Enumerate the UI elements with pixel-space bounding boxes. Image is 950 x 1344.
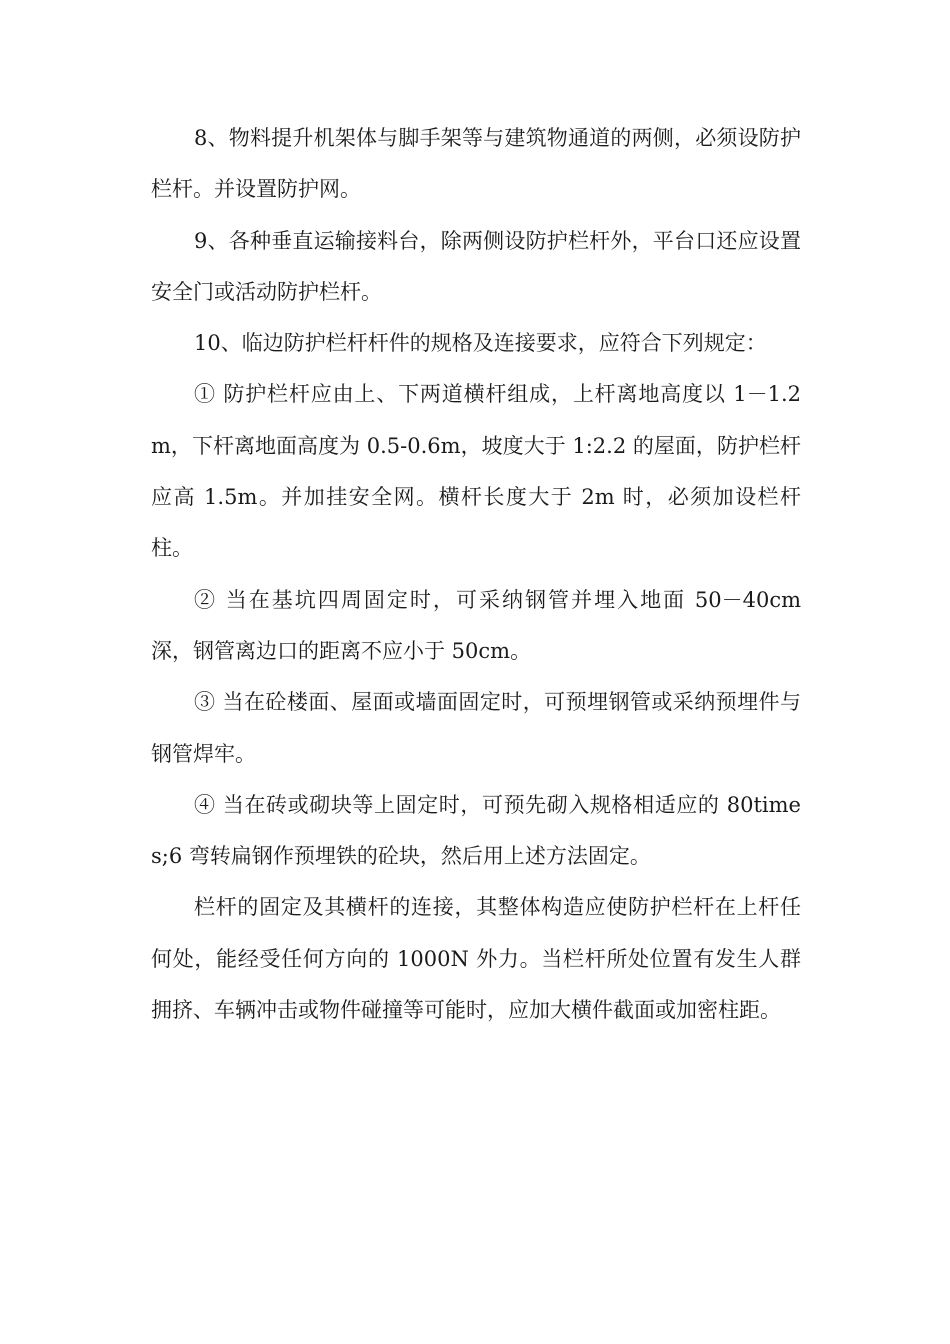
paragraph-clause-4: ④ 当在砖或砌块等上固定时，可预先砌入规格相适应的 80times;6 弯转扁钢作预埋铁的砼块，然后用上述方法固定。 [151, 792, 801, 869]
document-body [151, 113, 801, 1036]
paragraph-railing-strength: 栏杆的固定及其横杆的连接，其整体构造应使防护栏杆在上杆任何处，能经受任何方向的 1000N 外力。当栏杆所处位置有发生人群拥挤、车辆冲击或物件碰撞等可能时，应加大横件截面或加密柱距。 [151, 895, 801, 1023]
paragraph-item-8: 8、物料提升机架体与脚手架等与建筑物通道的两侧，必须设防护栏杆。并设置防护网。 [151, 126, 801, 202]
paragraph-item-9: 9、各种垂直运输接料台，除两侧设防护栏杆外，平台口还应设置安全门或活动防护栏杆。 [151, 228, 801, 304]
paragraph-clause-3: ③ 当在砼楼面、屋面或墙面固定时，可预埋钢管或采纳预埋件与钢管焊牢。 [151, 690, 801, 766]
paragraph-clause-2: ② 当在基坑四周固定时，可采纳钢管并埋入地面 50－40cm 深，钢管离边口的距离不应小于 50cm。 [151, 587, 801, 663]
paragraph-clause-1: ① 防护栏杆应由上、下两道横杆组成，上杆离地高度以 1－1.2m，下杆离地面高度为 0.5-0.6m，坡度大于 1:2.2 的屋面，防护栏杆应高 1.5m。并加挂安全网。横杆长度大于 2m 时，必须加设栏杆柱。 [151, 382, 801, 561]
paragraph-item-10: 10、临边防护栏杆杆件的规格及连接要求，应符合下列规定： [194, 331, 767, 356]
